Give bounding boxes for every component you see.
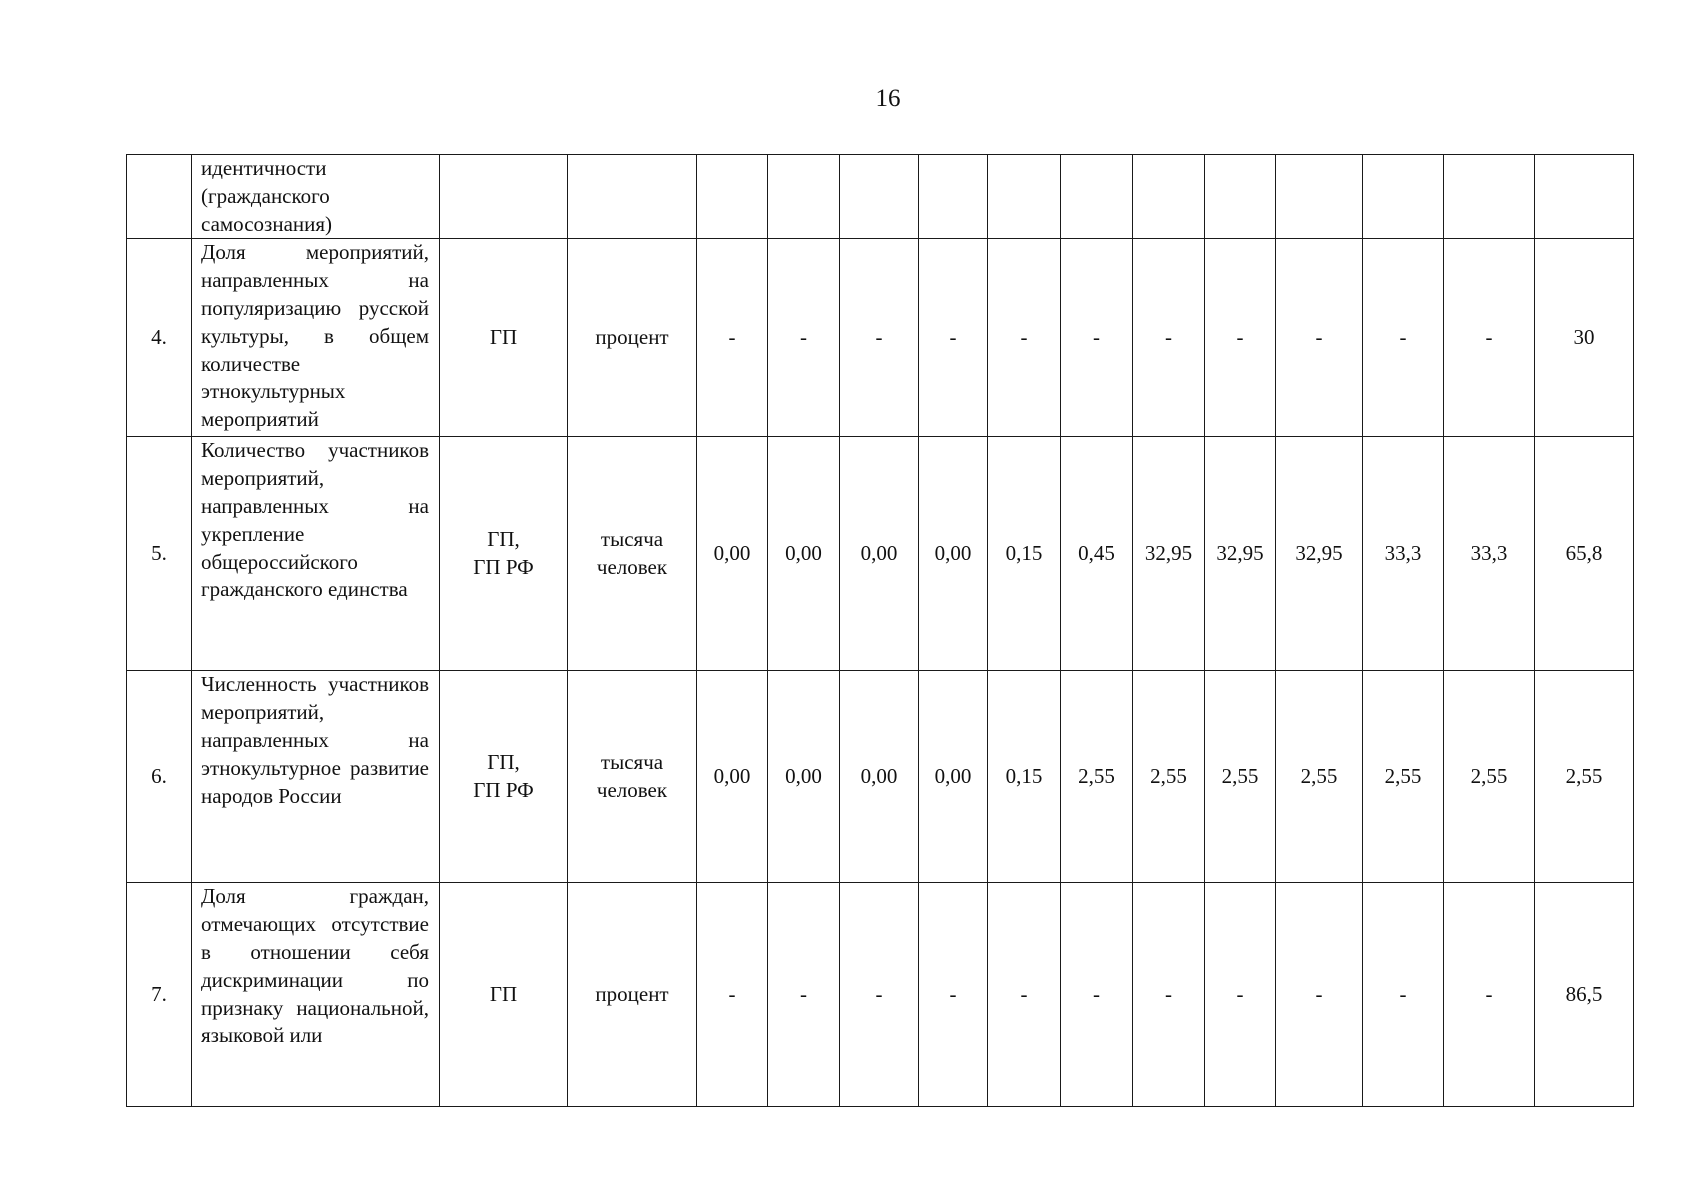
value-cell-text: 2,55 <box>1470 763 1508 788</box>
row-number-cell <box>127 883 192 1107</box>
unit-cell-text: тысяча человек <box>596 750 668 802</box>
unit-cell <box>568 671 697 883</box>
value-cell <box>988 437 1061 671</box>
value-cell <box>1444 671 1535 883</box>
source-cell-text: ГП, ГП РФ <box>473 750 534 802</box>
value-cell-text: - <box>1020 981 1028 1006</box>
value-cell <box>1205 883 1276 1107</box>
value-cell <box>1133 883 1205 1107</box>
value-cell <box>988 883 1061 1107</box>
value-cell <box>1444 437 1535 671</box>
value-cell-text: 0,00 <box>934 763 972 788</box>
value-cell-text: 0,00 <box>860 763 898 788</box>
row-number-cell-text: 7. <box>151 981 167 1006</box>
table-row <box>127 671 1634 883</box>
value-cell-text: 2,55 <box>1565 763 1603 788</box>
value-cell-text: - <box>800 324 807 349</box>
row-number-cell <box>127 155 192 239</box>
value-cell <box>840 437 919 671</box>
value-cell-text: - <box>1165 324 1172 349</box>
value-cell <box>697 155 768 239</box>
source-cell-text: ГП, ГП РФ <box>473 527 534 579</box>
value-cell <box>1205 437 1276 671</box>
value-cell-text: 30 <box>1573 324 1595 349</box>
value-cell-text: - <box>1399 324 1407 349</box>
value-cell <box>1133 155 1205 239</box>
value-cell <box>919 671 988 883</box>
value-cell <box>1535 671 1634 883</box>
source-cell <box>440 239 568 437</box>
value-cell <box>988 155 1061 239</box>
value-cell <box>1535 883 1634 1107</box>
row-number-cell <box>127 671 192 883</box>
value-cell <box>1061 671 1133 883</box>
indicator-name-cell-text: Доля мероприятий, направленных на популяризацию русской культуры, в общем количестве этнокультурных мероприятий <box>201 240 429 432</box>
value-cell-text: 2,55 <box>1078 763 1115 788</box>
indicator-name-cell-text: идентичности (гражданского самосознания) <box>201 156 333 236</box>
page-number: 16 <box>875 85 901 112</box>
value-cell-text: 2,55 <box>1300 763 1338 788</box>
row-number-cell <box>127 239 192 437</box>
source-cell-text: ГП <box>489 981 518 1006</box>
value-cell <box>840 671 919 883</box>
value-cell <box>1363 883 1444 1107</box>
value-cell-text: - <box>1485 324 1493 349</box>
value-cell-text: - <box>728 981 736 1006</box>
value-cell <box>1276 883 1363 1107</box>
value-cell-text: - <box>1093 981 1100 1006</box>
unit-cell <box>568 883 697 1107</box>
source-cell <box>440 883 568 1107</box>
source-cell <box>440 671 568 883</box>
value-cell-text: - <box>949 981 957 1006</box>
indicator-name-cell <box>192 437 440 671</box>
value-cell <box>1535 155 1634 239</box>
row-number-cell-text: 6. <box>151 763 167 788</box>
value-cell-text: - <box>1315 981 1323 1006</box>
value-cell <box>1133 671 1205 883</box>
value-cell-text: 2,55 <box>1221 763 1259 788</box>
value-cell-text: - <box>1485 981 1493 1006</box>
value-cell-text: - <box>875 981 883 1006</box>
value-cell <box>768 239 840 437</box>
value-cell-text: 33,3 <box>1384 540 1422 565</box>
table-row <box>127 155 1634 239</box>
value-cell <box>988 239 1061 437</box>
value-cell <box>840 239 919 437</box>
value-cell <box>768 437 840 671</box>
value-cell <box>840 883 919 1107</box>
value-cell <box>919 155 988 239</box>
value-cell <box>1363 155 1444 239</box>
value-cell-text: - <box>949 324 957 349</box>
row-number-cell-text: 4. <box>151 324 167 349</box>
value-cell-text: 0,15 <box>1005 763 1043 788</box>
value-cell-text: 32,95 <box>1144 540 1193 565</box>
source-cell <box>440 437 568 671</box>
value-cell <box>1535 437 1634 671</box>
value-cell <box>1061 437 1133 671</box>
indicator-name-cell-text: Количество участников мероприятий, направленных на укрепление общероссийского гражданского единства <box>201 438 429 602</box>
value-cell <box>1276 437 1363 671</box>
row-number-cell-text: 5. <box>151 540 167 565</box>
value-cell-text: 0,00 <box>785 540 822 565</box>
value-cell-text: 86,5 <box>1565 981 1603 1006</box>
indicator-name-cell-text: Численность участников мероприятий, направленных на этнокультурное развитие народов России <box>201 672 429 808</box>
value-cell <box>1061 239 1133 437</box>
table-row <box>127 883 1634 1107</box>
value-cell <box>919 437 988 671</box>
value-cell <box>768 883 840 1107</box>
value-cell <box>1363 671 1444 883</box>
unit-cell-text: процент <box>595 981 669 1006</box>
value-cell-text: 0,00 <box>860 540 898 565</box>
value-cell-text: 0,00 <box>785 763 822 788</box>
indicator-name-cell <box>192 155 440 239</box>
value-cell <box>1276 239 1363 437</box>
indicators-table <box>126 154 1634 1107</box>
source-cell-text: ГП <box>489 324 518 349</box>
value-cell-text: 65,8 <box>1565 540 1603 565</box>
value-cell <box>1276 155 1363 239</box>
unit-cell <box>568 437 697 671</box>
value-cell-text: - <box>1236 981 1244 1006</box>
source-cell <box>440 155 568 239</box>
value-cell <box>1444 155 1535 239</box>
value-cell-text: - <box>1020 324 1028 349</box>
value-cell <box>1444 883 1535 1107</box>
value-cell <box>1444 239 1535 437</box>
value-cell <box>1205 155 1276 239</box>
value-cell-text: 0,45 <box>1078 540 1115 565</box>
value-cell <box>1061 155 1133 239</box>
value-cell-text: - <box>1399 981 1407 1006</box>
value-cell <box>1363 239 1444 437</box>
value-cell <box>988 671 1061 883</box>
indicator-name-cell <box>192 671 440 883</box>
unit-cell <box>568 239 697 437</box>
table-row <box>127 437 1634 671</box>
value-cell <box>1205 671 1276 883</box>
value-cell <box>1133 239 1205 437</box>
table-row <box>127 239 1634 437</box>
value-cell-text: - <box>875 324 883 349</box>
value-cell <box>919 239 988 437</box>
value-cell-text: - <box>800 981 807 1006</box>
value-cell-text: - <box>1315 324 1323 349</box>
unit-cell-text: тысяча человек <box>596 527 668 579</box>
value-cell <box>840 155 919 239</box>
value-cell <box>768 155 840 239</box>
value-cell-text: 2,55 <box>1150 763 1187 788</box>
value-cell-text: - <box>728 324 736 349</box>
value-cell <box>1133 437 1205 671</box>
value-cell-text: 32,95 <box>1295 540 1343 565</box>
value-cell-text: 2,55 <box>1384 763 1422 788</box>
value-cell-text: 32,95 <box>1216 540 1264 565</box>
value-cell <box>1363 437 1444 671</box>
unit-cell-text: процент <box>595 324 669 349</box>
value-cell-text: - <box>1093 324 1100 349</box>
value-cell-text: 0,15 <box>1005 540 1043 565</box>
indicator-name-cell <box>192 239 440 437</box>
indicator-name-cell-text: Доля граждан, отмечающих отсутствие в отношении себя дискриминации по признаку национальной, языковой или <box>201 884 429 1048</box>
value-cell <box>1276 671 1363 883</box>
value-cell-text: - <box>1236 324 1244 349</box>
value-cell-text: 33,3 <box>1470 540 1508 565</box>
value-cell <box>697 671 768 883</box>
value-cell <box>697 437 768 671</box>
value-cell <box>697 239 768 437</box>
value-cell <box>697 883 768 1107</box>
row-number-cell <box>127 437 192 671</box>
value-cell-text: 0,00 <box>713 540 751 565</box>
value-cell <box>1205 239 1276 437</box>
value-cell-text: - <box>1165 981 1172 1006</box>
indicator-name-cell <box>192 883 440 1107</box>
value-cell <box>1061 883 1133 1107</box>
unit-cell <box>568 155 697 239</box>
value-cell <box>919 883 988 1107</box>
value-cell <box>1535 239 1634 437</box>
value-cell-text: 0,00 <box>934 540 972 565</box>
value-cell <box>768 671 840 883</box>
value-cell-text: 0,00 <box>713 763 751 788</box>
